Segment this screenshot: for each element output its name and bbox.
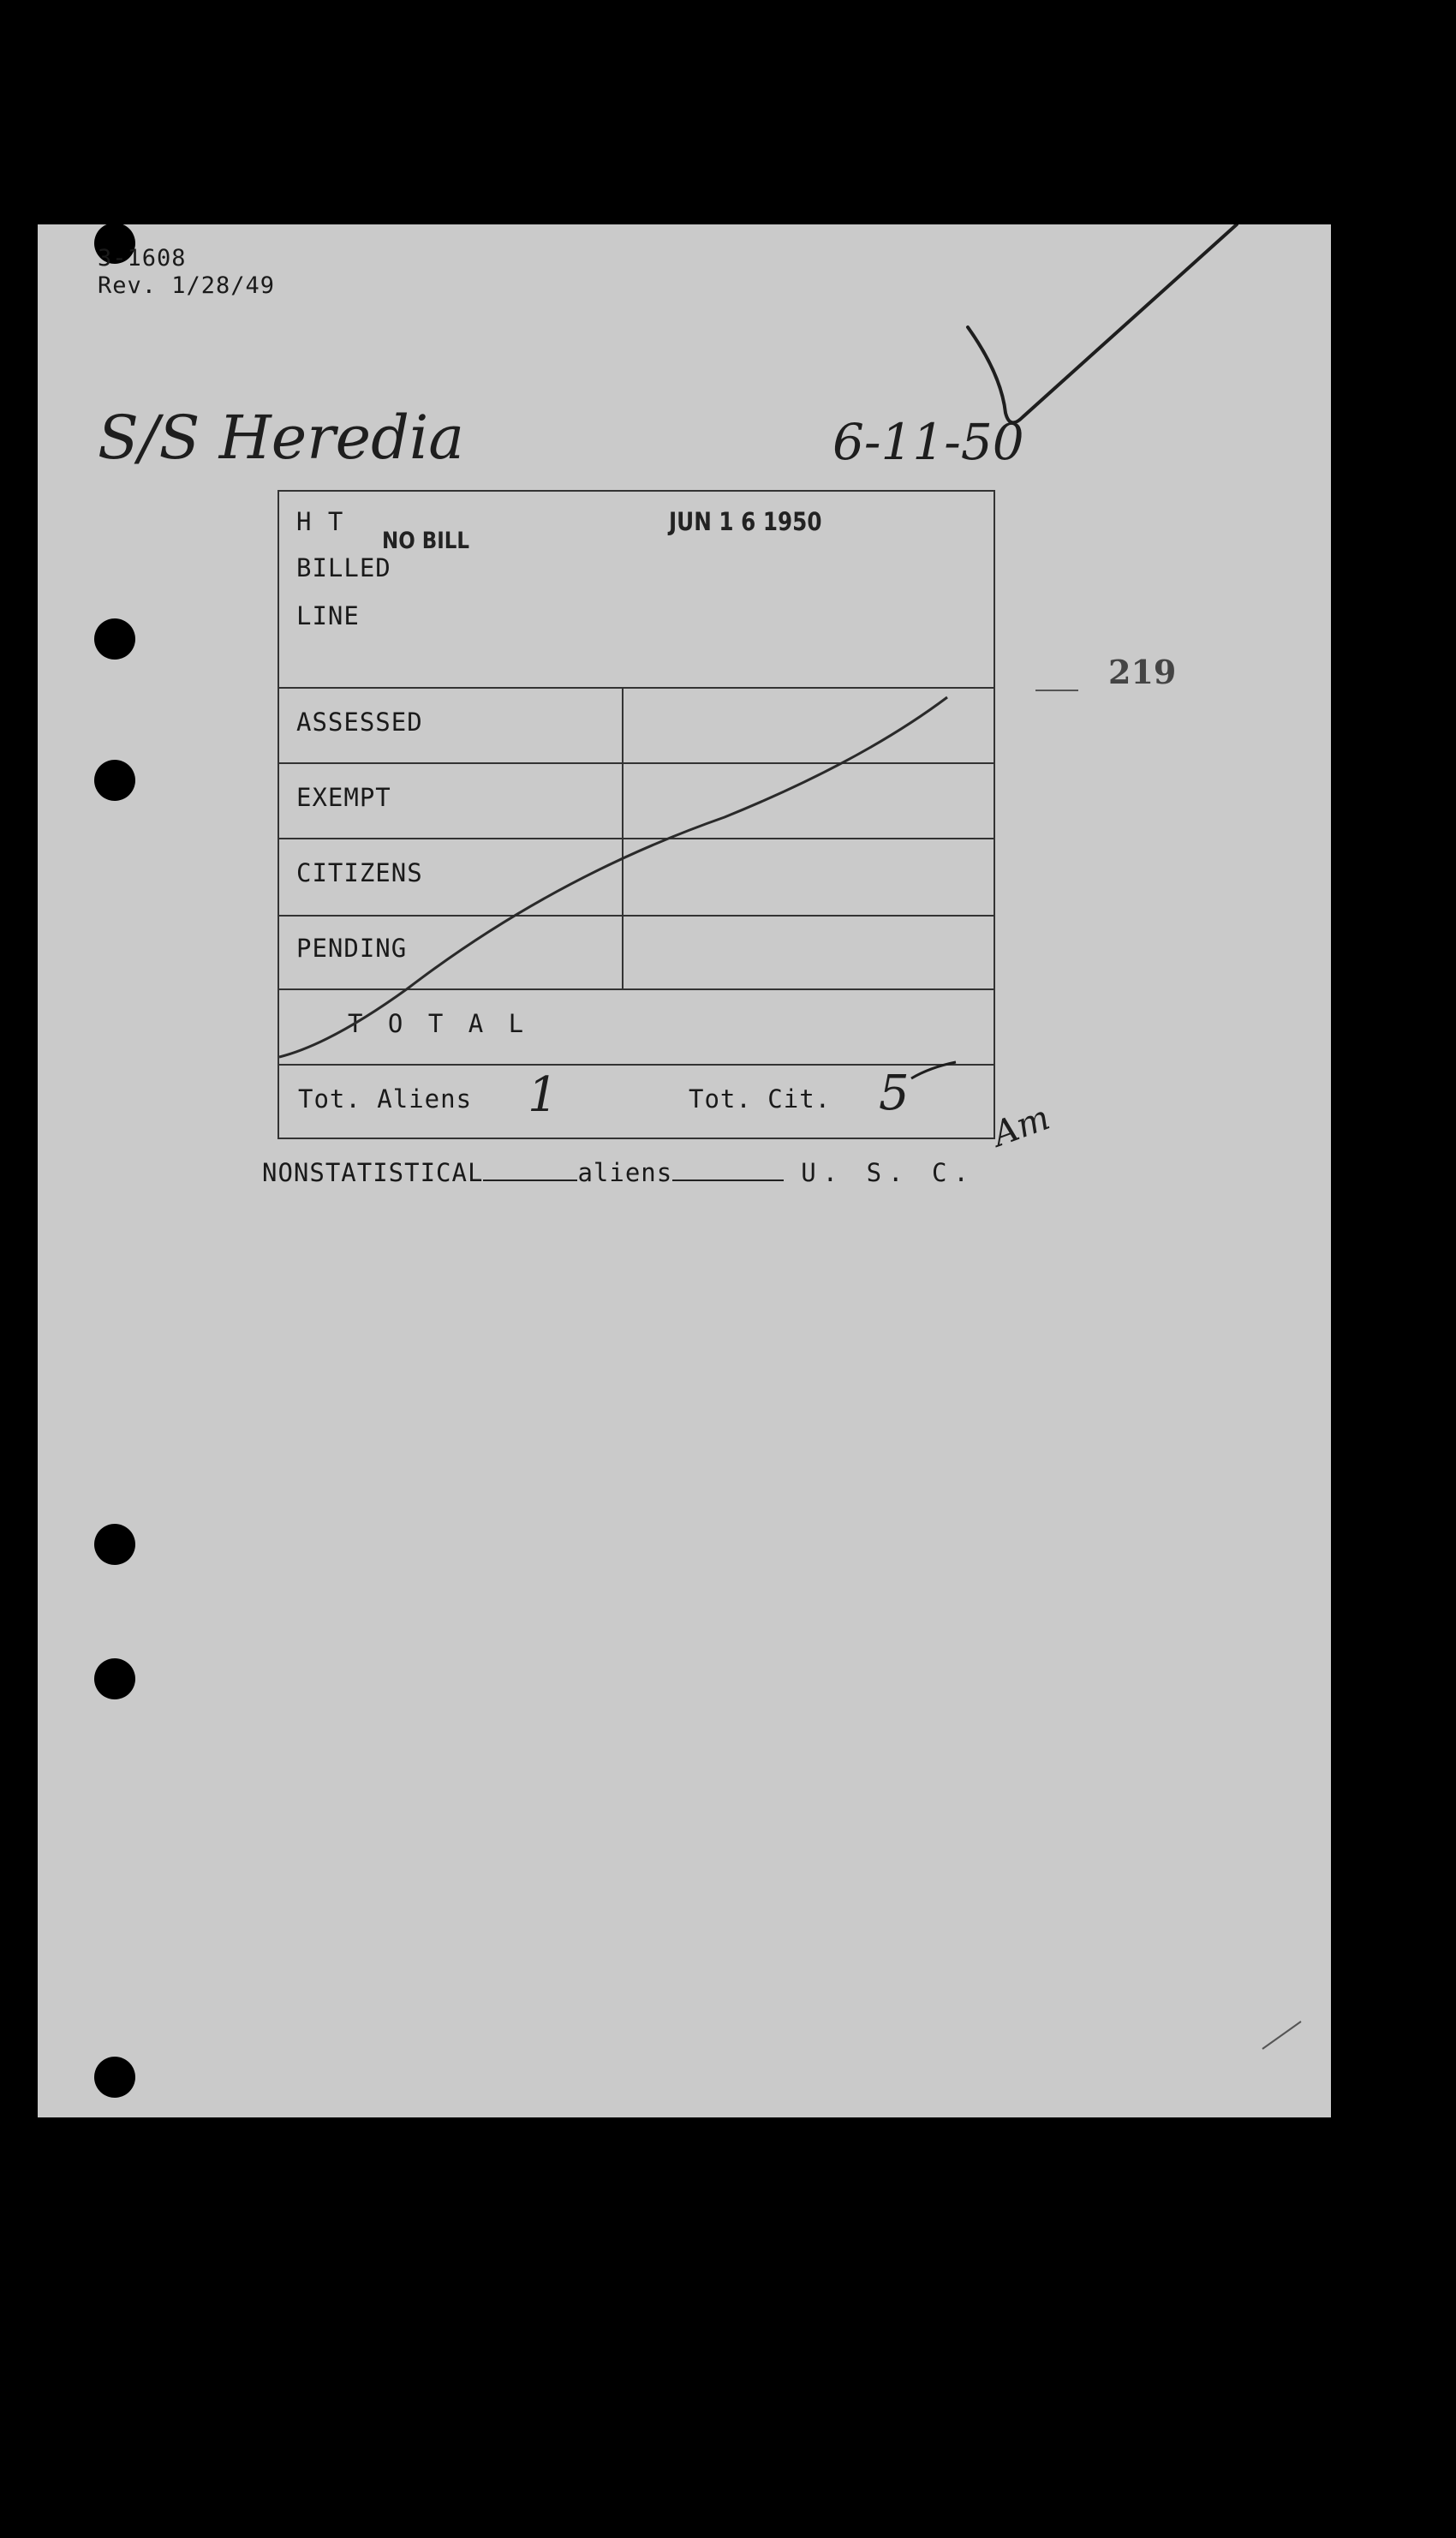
vessel-name: S/S Heredia — [98, 403, 465, 473]
blank-line — [672, 1179, 784, 1181]
punch-hole — [94, 1658, 135, 1699]
form-revision: Rev. 1/28/49 — [98, 272, 276, 299]
initials: Am — [988, 1097, 1055, 1156]
check-mark — [38, 224, 1331, 481]
aliens-count: 1 — [528, 1067, 558, 1123]
dash-mark — [1035, 690, 1078, 691]
nonstatistical-line — [262, 1158, 976, 1187]
assessed-label: ASSESSED — [296, 708, 423, 737]
punch-hole — [94, 2057, 135, 2098]
punch-hole — [94, 1524, 135, 1565]
cancel-line — [279, 492, 997, 1141]
blank-line — [483, 1179, 577, 1181]
date-stamp: JUN 1 6 1950 — [669, 507, 822, 536]
citizens-label: CITIZENS — [296, 858, 423, 887]
no-bill-stamp: NO BILL — [382, 528, 469, 554]
billed-label: BILLED — [296, 553, 391, 582]
exempt-label: EXEMPT — [296, 783, 391, 812]
line-label: LINE — [296, 601, 360, 630]
form-number: 3-1608 — [98, 245, 187, 272]
aliens-label: aliens — [577, 1158, 673, 1187]
tot-aliens-label: Tot. Aliens — [298, 1084, 473, 1114]
punch-hole — [94, 760, 135, 801]
punch-hole — [94, 618, 135, 660]
tot-cit-label: Tot. Cit. — [689, 1084, 832, 1114]
nonstatistical-label: NONSTATISTICAL — [262, 1158, 484, 1187]
ht-label: H T — [296, 507, 344, 536]
manifest-table — [277, 490, 995, 1139]
usc-label: U. S. C. — [801, 1158, 976, 1187]
citizens-count: 5 — [879, 1066, 910, 1121]
total-label: T O T A L — [348, 1009, 529, 1038]
page-number: 219 — [1108, 653, 1177, 691]
document-page — [38, 224, 1331, 2117]
handwritten-date: 6-11-50 — [832, 413, 1024, 471]
pending-label: PENDING — [296, 934, 408, 963]
